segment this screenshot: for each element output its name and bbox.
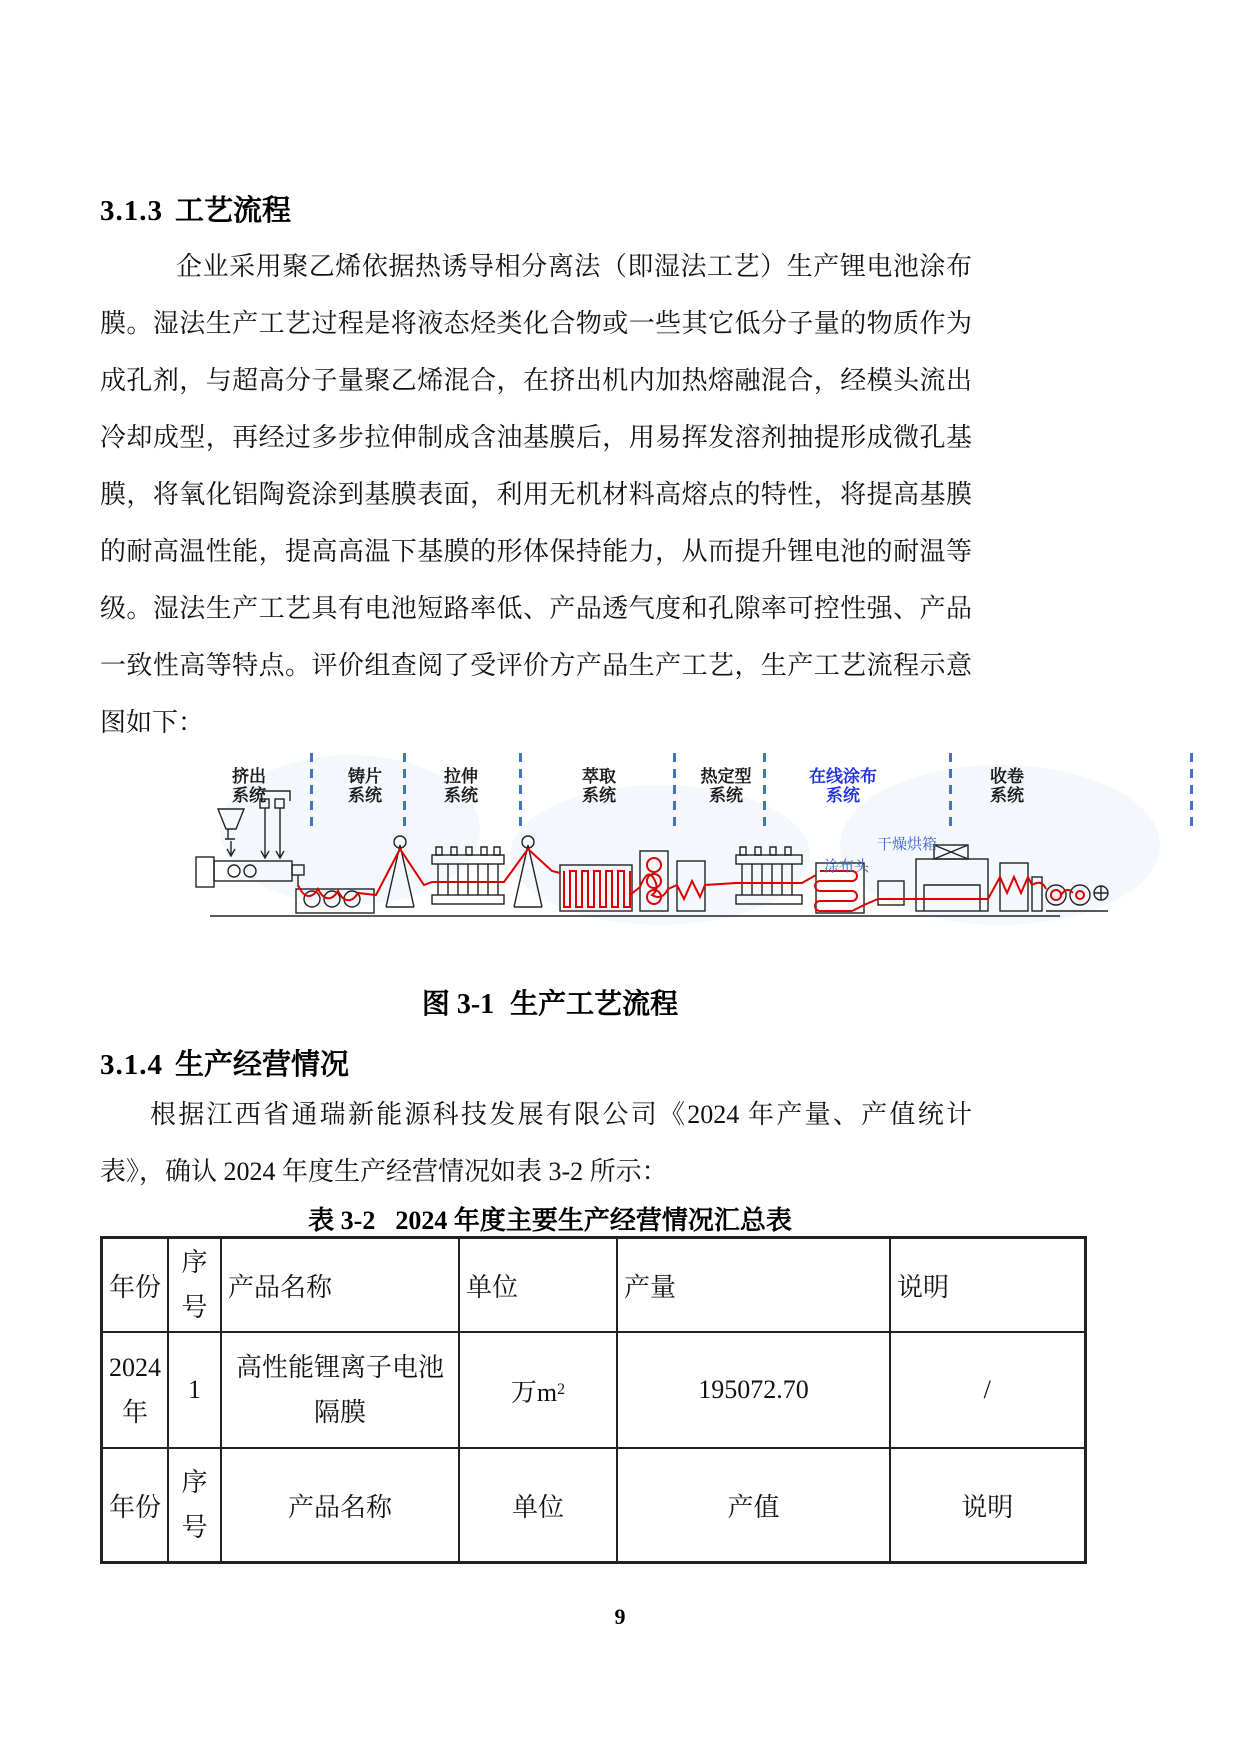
stage-label-stretching: 拉伸 系统 (444, 767, 478, 805)
paragraph-line: 表》，确认 2024 年度生产经营情况如表 3-2 所示： (100, 1157, 668, 1186)
paragraph-line: 级。湿法生产工艺具有电池短路率低、产品透气度和孔隙率可控性强、产品 (100, 594, 972, 623)
cell-product-name: 高性能锂离子电池 隔膜 (221, 1332, 459, 1448)
table-data-row (102, 1332, 1086, 1448)
stage-label-extraction: 萃取 系统 (582, 767, 616, 805)
figure-caption-label: 图 3-1 (421, 989, 495, 1020)
stage-label-casting: 铸片 系统 (348, 767, 382, 805)
paragraph-line: 膜，将氧化铝陶瓷涂到基膜表面，利用无机材料高熔点的特性，将提高基膜 (100, 480, 972, 509)
table-caption-title: 2024 年度主要生产经营情况汇总表 (395, 1206, 792, 1235)
paragraph-line: 图如下： (100, 708, 205, 737)
header-serial: 序 号 (168, 1238, 221, 1333)
cell-unit: 万$m^2$ (459, 1332, 617, 1448)
process-flow-diagram (180, 745, 1210, 943)
paragraph-line: 一致性高等特点。评价组查阅了受评价方产品生产工艺，生产工艺流程示意 (100, 651, 972, 680)
figure-caption (100, 982, 1000, 1022)
section-number: 3.1.3 (100, 195, 163, 227)
paragraph-line: 成孔剂，与超高分子量聚乙烯混合，在挤出机内加热熔融混合，经模头流出 (100, 366, 972, 395)
header-unit: 单位 (459, 1448, 617, 1563)
header-serial: 序 号 (168, 1448, 221, 1563)
coating-head-annotation: 涂布头 (824, 858, 870, 875)
stage-label-extrusion: 挤出 系统 (232, 767, 266, 805)
table-caption (100, 1200, 1000, 1237)
process-paragraph (100, 238, 972, 751)
header-note: 说明 (890, 1448, 1085, 1563)
header-value: 产值 (617, 1448, 890, 1563)
header-product-name: 产品名称 (221, 1448, 459, 1563)
section-heading-3-1-3 (100, 188, 291, 229)
cell-note: / (890, 1332, 1085, 1448)
table-caption-label: 表 3-2 (308, 1206, 376, 1235)
section-number: 3.1.4 (100, 1049, 163, 1081)
stage-label-online-coating: 在线涂布 系统 (809, 767, 877, 805)
paragraph-line: 根据江西省通瑞新能源科技发展有限公司《2024 年产量、产值统计 (150, 1100, 972, 1129)
paragraph-line: 的耐高温性能，提高高温下基膜的形体保持能力，从而提升锂电池的耐温等 (100, 537, 972, 566)
header-unit: 单位 (459, 1238, 617, 1333)
section-title: 生产经营情况 (175, 1049, 350, 1081)
production-summary-table (100, 1236, 1087, 1564)
header-output: 产量 (617, 1238, 890, 1333)
header-product-name: 产品名称 (221, 1238, 459, 1333)
cell-serial: 1 (168, 1332, 221, 1448)
paragraph-line: 企业采用聚乙烯依据热诱导相分离法（即湿法工艺）生产锂电池涂布 (176, 252, 972, 281)
drying-oven-annotation: 干燥烘箱 (877, 836, 938, 853)
header-note: 说明 (890, 1238, 1085, 1333)
stage-label-winding: 收卷 系统 (990, 767, 1024, 805)
table-header-row-2 (102, 1448, 1086, 1563)
paragraph-line: 膜。湿法生产工艺过程是将液态烃类化合物或一些其它低分子量的物质作为 (100, 309, 972, 338)
header-year: 年份 (102, 1238, 169, 1333)
stage-label-heat-setting: 热定型 系统 (700, 767, 752, 805)
section-title: 工艺流程 (175, 195, 292, 227)
figure-caption-title: 生产工艺流程 (510, 989, 679, 1020)
cell-output: 195072.70 (617, 1332, 890, 1448)
section-separator (1190, 753, 1193, 833)
table-header-row (102, 1238, 1086, 1333)
cell-year: 2024 年 (102, 1332, 169, 1448)
page-number: 9 (614, 1604, 626, 1629)
paragraph-line: 冷却成型，再经过多步拉伸制成含油基膜后，用易挥发溶剂抽提形成微孔基 (100, 423, 972, 452)
section-heading-3-1-4 (100, 1042, 349, 1083)
operations-paragraph (100, 1086, 972, 1200)
header-year: 年份 (102, 1448, 169, 1563)
